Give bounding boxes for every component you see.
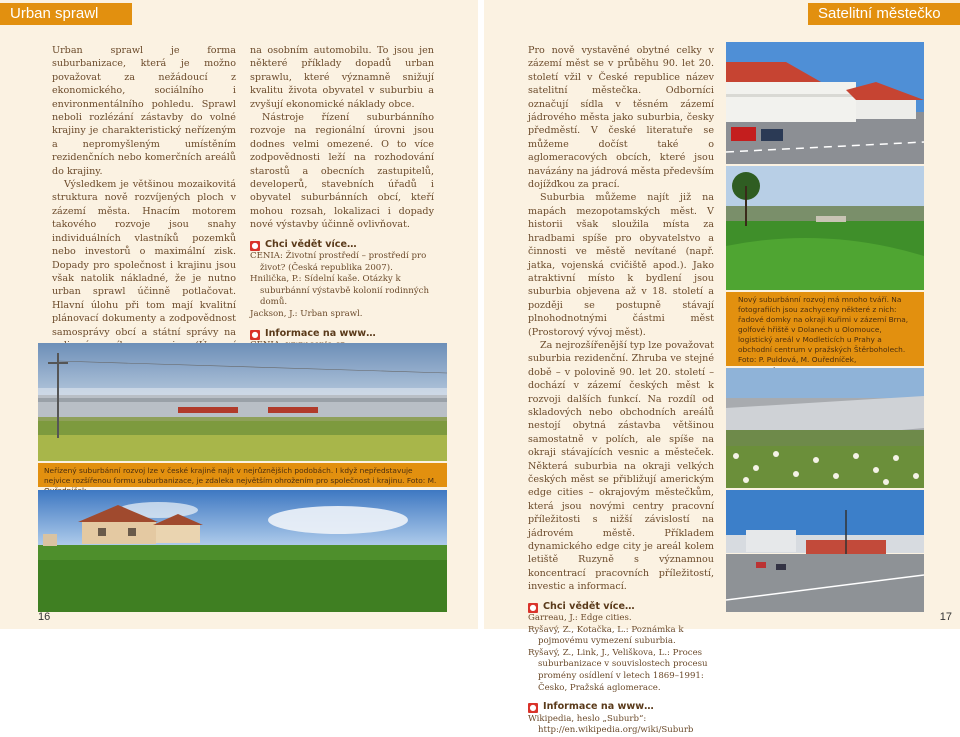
- reference: Jackson, J.: Urban sprawl.: [250, 309, 363, 320]
- paragraph: Nástroje řízení suburbánního rozvoje na regionální úrovni jsou dodnes velmi omezené. O to více zodpovědnosti leží na rozhodování starostů a obecních zastupitelů, developerů, stavebních úřadů i obyvatel suburbánních obcí, kteří mohou rozsah, lokalizaci i dopady nové výstavby účinně ovlivňovat.: [250, 112, 434, 231]
- reference: Ryšavý, Z., Kotačka, L.: Poznámka k pojmovému vymezení suburbia.: [528, 624, 684, 647]
- reference-list: [528, 613, 714, 694]
- paragraph: Suburbia můžeme najít již na mapách mezopotamských měst. V historii však sloužila místa za hradbami spíše pro obyvatelstvo a činnosti ve městě nevítané (např. jatka, vojenská cvičiště apod.). Jako atraktivní místo k bydlení jsou suburbia objevena až v 18. století a později se postupně stávají plnohodnotnými částmi měst (Prostorový vývoj měst).: [528, 192, 714, 338]
- section-header: Urban sprawl: [0, 3, 132, 25]
- more-info-heading: ● Chci vědět více…: [529, 600, 635, 612]
- left-page: [0, 0, 478, 629]
- paragraph: Výsledkem je většinou mozaikovitá struktura nově rozvíjených ploch v zázemí města. Hnacím motorem takového rozvoje jsou snahy individuálních vlastníků pozemků nebo investorů o maximální zisk. Dopady pro společnost i krajinu jsou však natolik nákladné, že je nutno urban sprawl účinně potlačovat. Hlavní úlohu při tom mají kvalitní plánovací dokumenty a zodpovědnost samosprávy obcí a státní správy na: [52, 179, 236, 338]
- web-link[interactable]: Wikipedia, heslo „Suburb“: http://en.wikipedia.org/wiki/Suburb: [528, 713, 694, 736]
- photo-logistics-hall: [726, 368, 924, 446]
- reference: CENIA: Životní prostředí – prostředí pro život? (Česká republika 2007).: [250, 251, 427, 273]
- page-number: 17: [939, 611, 952, 623]
- photo-shopping-center: [726, 490, 924, 612]
- reference: Hnilička, P.: Sídelní kaše. Otázky k suburbánní výstavbě kolonií rodinných domů.: [250, 274, 430, 308]
- photo-golf-course: [726, 166, 924, 290]
- left-column-2: [250, 44, 434, 375]
- right-column: [528, 44, 714, 737]
- web-links: [528, 714, 714, 737]
- reference: Garreau, J.: Edge cities.: [528, 613, 632, 624]
- photo-caption: Neřízený suburbánní rozvoj lze v české krajině najít v nejrůznějších podobách. I když nepředstavuje nejvice rozšířenou formu suburbanizace, je zdaleka největším ohrožením pro společnost i krajinu. Foto: M.: [44, 466, 437, 485]
- section-header: Satelitní městečko: [808, 3, 960, 25]
- photo-flower-field: [726, 446, 924, 488]
- book-icon: ●: [529, 602, 537, 612]
- globe-icon: ●: [529, 703, 537, 713]
- globe-icon: ●: [251, 329, 259, 339]
- reference: Ryšavý, Z., Link, J., Veliškova, L.: Proces suburbanizace v souvislostech procesu promény osídlení v letech 1869–1991: Česko, Pražská aglomerace.: [528, 647, 708, 693]
- web-info-heading: ● Informace na www…: [529, 701, 654, 713]
- more-info-heading: ● Chci vědět více…: [251, 238, 357, 250]
- photo-houses-in-field: [38, 490, 447, 612]
- photo-caption: Nový suburbánní rozvoj má mnoho tváří. Na fotografiích jsou zachyceny některé z nich: řadové domky na okraji Kuřimi v zázemí Brna, golfové hřiště v Dolanech u Olomouce, logistický areál v Modleticích u Prahy a obchodní centrum v pražských Štěrboholech. Foto: P. Puldová, M. Ouředníček,: [738, 295, 909, 364]
- paragraph: Za nejrozšířenější typ lze považovat suburbia rezidenční. Zhruba ve stejné době – v polovině 90. let 20. století – dochází v zázemí českých měst k rozvoji dalších funkcí. Na rozdíl od skladových nebo obchodních areálů nestojí obytná zástavba většinou samostatně v polích, ale spíše na okraji stávajících vesnic a městeček. Některá suburbia na okraji velkých českých měst se přibližují americkým edge cities – okrajovým městečkům, která jsou novými centry pracovní příležitosti s nižší závislostí na jádrovém městě. Příkladem dynamického edge city je areál kolem letiště Ruzyně s významnou koncentrací pracovních příležitostí, investic a informací.: [528, 339, 715, 593]
- web-info-heading: ● Informace na www…: [251, 327, 376, 339]
- paragraph: na osobním automobilu. To jsou jen některé příklady dopadů urban sprawlu, které významně snižují kvalitu života obyvatel v suburbiu a zvyšují ekonomické náklady obce.: [250, 45, 434, 110]
- photo-row-houses: [726, 42, 924, 164]
- book-icon: ●: [251, 240, 259, 250]
- paragraph: Pro nově vystavěné obytné celky v zázemí měst se v průběhu 90. let 20. století vžil v České republice název satelitní městečka. Odborníci označují sídla v těsném zázemí jádrového města jako suburbia, česky předměstí. V české literatuře se můžeme dočíst také o aglomeracových obcích, které jsou navázány na jádrová města především dojížďkou za prací.: [528, 45, 714, 191]
- paragraph: Urban sprawl je forma suburbanizace, která je možno považovat za nežádoucí z ekonomického, sociálního i environmentálního pohledu. Sprawl neboli rozlézání zástavby do volné krajiny je charakteristický neřízeným a nepromyšleným umístěním rezidenčních nebo komerčních areálů do krajiny.: [52, 45, 236, 177]
- page-number: 16: [38, 611, 51, 623]
- photo-industrial-area: [38, 343, 447, 461]
- reference-list: [250, 251, 434, 321]
- right-page: [484, 0, 960, 736]
